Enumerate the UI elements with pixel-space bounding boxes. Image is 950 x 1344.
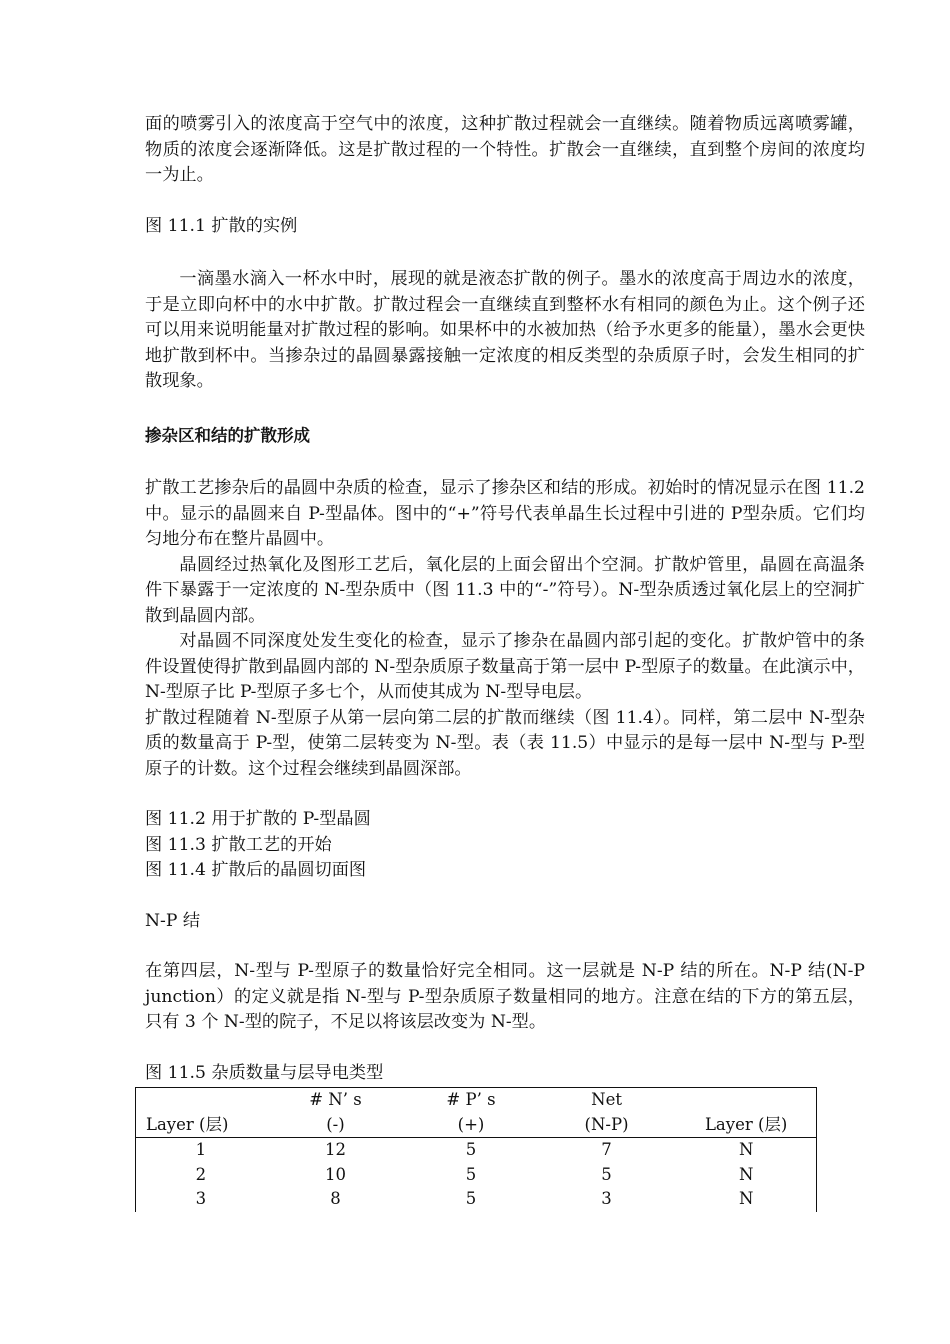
paragraph-oxidation: 晶圆经过热氧化及图形工艺后，氧化层的上面会留出个空洞。扩散炉管里，晶圆在高温条件下暴露于一定浓度的 N-型杂质中（图 11.3 中的“-”符号）。N-型杂质透过氧化层上的空洞扩散到晶圆内部。 — [145, 554, 865, 626]
header-cell: # N’ s — [266, 1088, 406, 1113]
table-header-row-top — [136, 1088, 817, 1113]
document-body — [145, 112, 865, 1086]
table-cell: 12 — [324, 1140, 346, 1159]
header-cell — [136, 1088, 266, 1113]
impurity-count-table — [135, 1087, 817, 1212]
table-cell: N — [676, 1138, 816, 1163]
figure-caption-11-1: 图 11.1 扩散的实例 — [145, 215, 298, 236]
table-cell: 1 — [136, 1138, 266, 1163]
header-cell: (-) — [266, 1113, 406, 1138]
table-cell: 10 — [324, 1164, 346, 1184]
paragraph-doping-inspection: 扩散工艺掺杂后的晶圆中杂质的检查，显示了掺杂区和结的形成。初始时的情况显示在图 11.2 中。显示的晶圆来自 P-型晶体。图中的“+”符号代表单晶生长过程中引进的 P型杂质。它们均匀地分布在整片晶圆中。 — [145, 478, 865, 549]
figure-caption-11-3: 图 11.3 扩散工艺的开始 — [145, 834, 332, 855]
header-cell: Layer (层) — [676, 1113, 816, 1138]
figure-caption-11-5: 图 11.5 杂质数量与层导电类型 — [145, 1062, 384, 1083]
table-cell: N — [676, 1187, 816, 1212]
figure-caption-11-2: 图 11.2 用于扩散的 P-型晶圆 — [145, 809, 371, 829]
table-header-row-bottom — [136, 1113, 817, 1138]
paragraph-depth-changes: 对晶圆不同深度处发生变化的检查，显示了掺杂在晶圆内部引起的变化。扩散炉管中的条件设置使得扩散到晶圆内部的 N-型杂质原子数量高于第一层中 P-型原子的数量。在此演示中，N-型原子比 P-型原子多七个，从而使其成为 N-型导电层。 — [145, 631, 865, 702]
table-cell: 5 — [601, 1164, 612, 1184]
table-cell: 7 — [601, 1140, 612, 1159]
table-cell: 2 — [136, 1163, 266, 1188]
header-cell: (N-P) — [537, 1113, 677, 1138]
np-junction-title: N-P 结 — [145, 910, 201, 931]
table-cell: 5 — [465, 1140, 477, 1159]
header-cell: Net — [537, 1088, 677, 1113]
paragraph-np-junction: 在第四层，N-型与 P-型原子的数量恰好完全相同。这一层就是 N-P 结的所在。N-P 结(N-P junction）的定义就是指 N-型与 P-型杂质原子数量相同的地方。注意在结的下方的第五层，只有 3 个 N-型的院子，不足以将该层改变为 N-型。 — [145, 961, 865, 1032]
table-row — [136, 1138, 817, 1163]
header-cell: (+) — [405, 1113, 537, 1138]
paragraph-ink-example: 一滴墨水滴入一杯水中时，展现的就是液态扩散的例子。墨水的浓度高于周边水的浓度，于是立即向杯中的水中扩散。扩散过程会一直继续直到整杯水有相同的颜色为止。这个例子还可以用来说明能量对扩散过程的影响。如果杯中的水被加热（给予水更多的能量），墨水会更快地扩散到杯中。当掺杂过的晶圆暴露接触一定浓度的相反类型的杂质原子时，会发生相同的扩散现象。 — [145, 269, 865, 391]
header-cell — [676, 1088, 816, 1113]
figure-caption-11-4: 图 11.4 扩散后的晶圆切面图 — [145, 860, 367, 880]
header-cell: # P’ s — [405, 1088, 537, 1113]
section-heading: 掺杂区和结的扩散形成 — [145, 425, 310, 445]
table-row — [136, 1187, 817, 1212]
table-cell: N — [676, 1163, 816, 1188]
table-cell: 3 — [601, 1189, 612, 1208]
paragraph-second-layer: 扩散过程随着 N-型原子从第一层向第二层的扩散而继续（图 11.4）。同样，第二层中 N-型杂质的数量高于 P-型，使第二层转变为 N-型。表（表 11.5）中显示的是每一层中 N-型与 P-型原子的计数。这个过程会继续到晶圆深部。 — [145, 707, 865, 779]
table-cell: 3 — [136, 1187, 266, 1212]
table-row — [136, 1163, 817, 1188]
table-cell: 8 — [330, 1189, 341, 1208]
header-cell: Layer (层) — [136, 1113, 266, 1138]
paragraph-diffusion-spray: 面的喷雾引入的浓度高于空气中的浓度，这种扩散过程就会一直继续。随着物质远离喷雾罐，物质的浓度会逐渐降低。这是扩散过程的一个特性。扩散会一直继续，直到整个房间的浓度均一为止。 — [145, 114, 865, 185]
table-cell: 5 — [465, 1164, 477, 1184]
table-cell: 5 — [465, 1189, 477, 1208]
